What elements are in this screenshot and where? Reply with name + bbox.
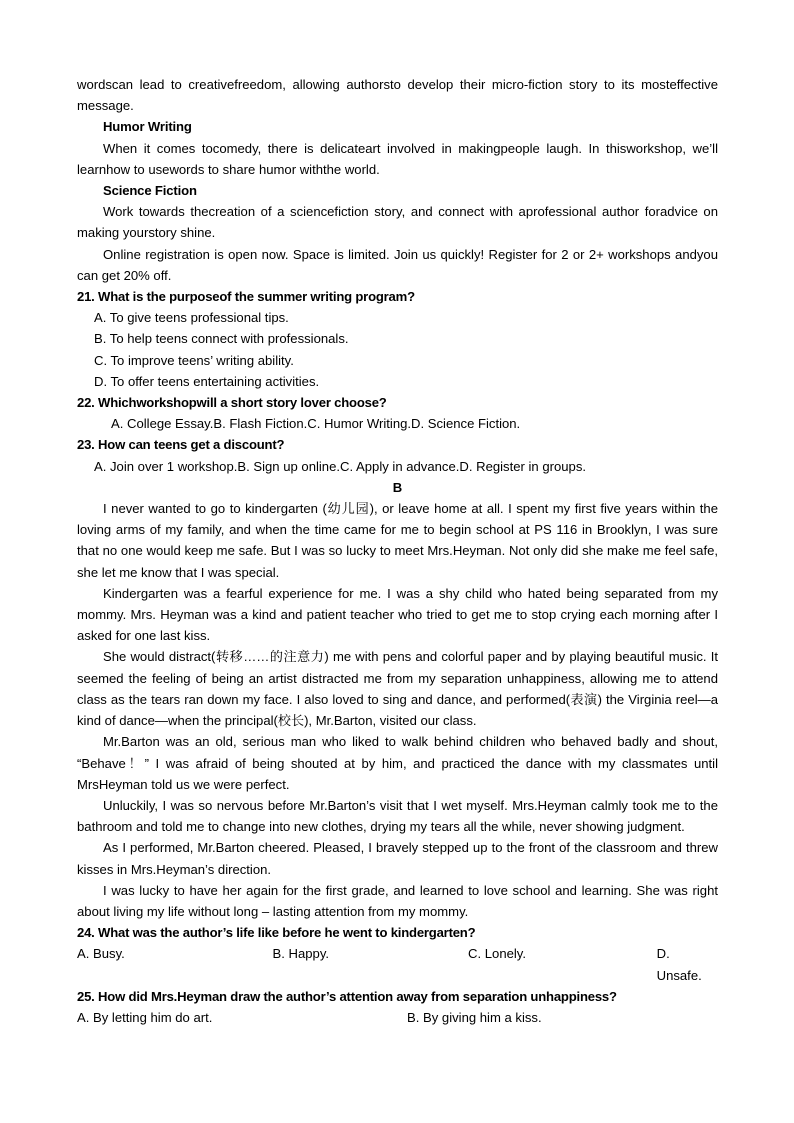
question-23-options[interactable]: A. Join over 1 workshop.B. Sign up online.C. Apply in advance.D. Register in groups. [94,458,587,474]
passage-b-paragraph-3: She would distract(转移……的注意力) me with pens and colorful paper and by playing beautiful music. It seemed the feeling of being an artist distracted me from my separation unhappiness, allowing me to attend class as the tears ran down my face. I also loved to sing and dance, and performed(表演) the Virginia reel—a kind of dance—when the principal(校长), Mr.Barton, visited our class. [77,649,718,729]
paragraph-words-creative-freedom: wordscan lead to creativefreedom, allowing authorsto develop their micro-fiction story to its mosteffective message. [77,77,718,114]
question-25-option-b[interactable]: B. By giving him a kiss. [407,1009,542,1025]
passage-b-paragraph-4: Mr.Barton was an old, serious man who liked to walk behind children who behaved badly and shout, “Behave！” I was afraid of being shouted at by him, and practiced the dance with my classmates until MrsHeyman told us we were perfect. [77,734,718,792]
passage-b-paragraph-1: I never wanted to go to kindergarten (幼儿园), or leave home at all. I spent my first five years within the loving arms of my family, and when the time came for me to begin school at PS 116 in Brooklyn, I was sure that no one would keep me safe. But I was so lucky to meet Mrs.Heyman. Not only did she make me feel safe, she let me know that I was special. [77,501,718,580]
paragraph-science-fiction-body: Work towards thecreation of a sciencefiction story, and connect with aprofessional author foradvice on making yourstory shine. [77,204,718,241]
paragraph-humor-writing-body: When it comes tocomedy, there is delicateart involved in makingpeople laugh. In thisworkshop, we’ll learnhow to usewords to share humor withthe world. [77,140,718,177]
question-23-stem: 23. How can teens get a discount? [77,437,285,453]
question-24-option-c[interactable]: C. Lonely. [468,946,527,962]
question-24-options [77,943,718,985]
question-22-stem: 22. Whichworkshopwill a short story lover choose? [77,395,387,411]
question-24-option-d[interactable]: D. Unsafe. [656,946,702,983]
question-24-stem: 24. What was the author’s life like before he went to kindergarten? [77,925,476,941]
passage-b-paragraph-6: As I performed, Mr.Barton cheered. Pleased, I bravely stepped up to the front of the classroom and threw kisses in Mrs.Heyman’s direction. [77,840,718,877]
question-24-option-b[interactable]: B. Happy. [272,946,330,962]
question-25-stem: 25. How did Mrs.Heyman draw the author’s attention away from separation unhappiness? [77,988,617,1004]
document-body [77,74,718,1028]
question-22-options[interactable]: A. College Essay.B. Flash Fiction.C. Humor Writing.D. Science Fiction. [111,416,521,432]
subheading-science-fiction: Science Fiction [103,183,197,199]
section-marker-b: B [392,479,403,495]
subheading-humor-writing: Humor Writing [103,119,192,135]
question-25-options [77,1007,718,1028]
paragraph-online-registration: Online registration is open now. Space is limited. Join us quickly! Register for 2 or 2+ workshops andyou can get 20% off. [77,246,718,283]
question-21-option-d[interactable]: D. To offer teens entertaining activities. [94,373,320,389]
question-24-option-a[interactable]: A. Busy. [77,946,125,962]
question-21-option-a[interactable]: A. To give teens professional tips. [94,310,289,326]
passage-b-paragraph-7: I was lucky to have her again for the first grade, and learned to love school and learning. She was right about living my life without long – lasting attention from my mommy. [77,882,718,919]
question-21-option-c[interactable]: C. To improve teens’ writing ability. [94,352,294,368]
question-21-stem: 21. What is the purposeof the summer writing program? [77,289,415,305]
question-25-option-a[interactable]: A. By letting him do art. [77,1009,213,1025]
passage-b-paragraph-5: Unluckily, I was so nervous before Mr.Barton’s visit that I wet myself. Mrs.Heyman calmly took me to the bathroom and told me to change into new clothes, drying my tears all the while, never showing judgment. [77,797,718,835]
passage-b-paragraph-2: Kindergarten was a fearful experience for me. I was a shy child who hated being separated from my mommy. Mrs. Heyman was a kind and patient teacher who tried to get me to stop crying each morning after I asked for one last kiss. [77,585,718,644]
question-21-option-b[interactable]: B. To help teens connect with professionals. [94,331,349,347]
